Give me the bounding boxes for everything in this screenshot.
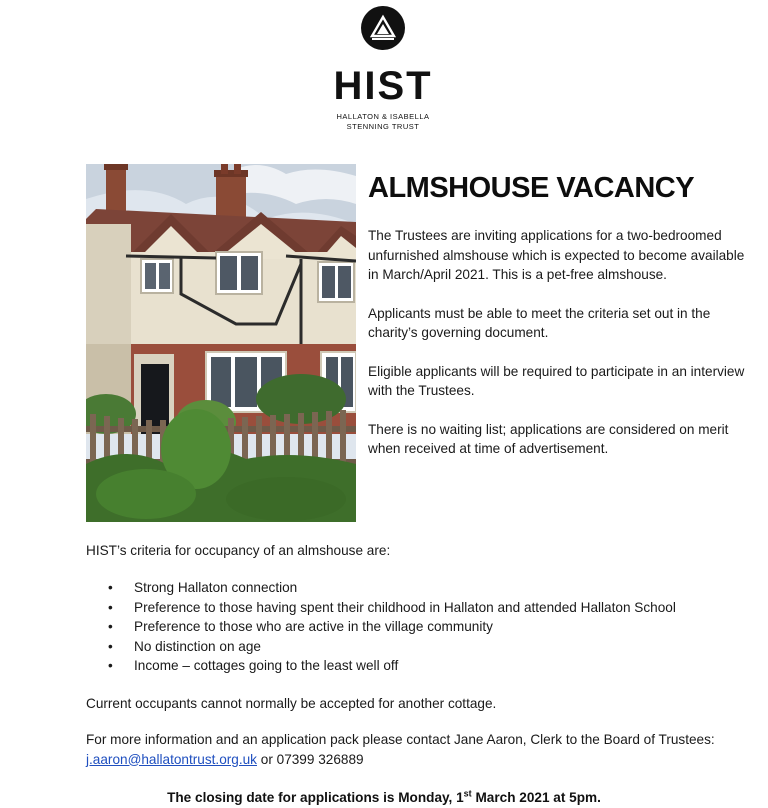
bullet-icon: • xyxy=(108,638,113,654)
closing-text: The closing date for applications is Monday, 1 xyxy=(167,790,464,805)
bullet-icon: • xyxy=(108,619,113,634)
criteria-item-text: No distinction on age xyxy=(134,638,261,654)
closing-text-end: March 2021 at 5pm. xyxy=(475,790,601,805)
criteria-item-text: Strong Hallaton connection xyxy=(134,580,298,595)
list-item xyxy=(86,578,746,598)
contact-text: For more information and an application pack please contact Jane Aaron, Clerk to the Board of Trustees: xyxy=(86,732,715,747)
logo-wordmark: HIST xyxy=(333,64,433,108)
paragraph-criteria: Applicants must be able to meet the criteria set out in the charity’s governing document. xyxy=(368,305,711,340)
list-item xyxy=(86,637,746,657)
bullet-icon: • xyxy=(108,658,113,673)
paragraph-waiting-list: There is no waiting list; applications are considered on merit when received at time of advertisement. xyxy=(368,421,729,456)
list-item xyxy=(86,656,746,676)
hist-emblem-icon xyxy=(361,6,405,50)
bullet-icon: • xyxy=(108,580,113,595)
occupants-note: Current occupants cannot normally be accepted for another cottage. xyxy=(86,696,497,711)
page-title: ALMSHOUSE VACANCY xyxy=(368,172,695,204)
criteria-item-text: Preference to those who are active in the village community xyxy=(134,619,493,634)
almshouse-photo xyxy=(86,164,356,522)
paragraph-intro: The Trustees are inviting applications for a two-bedroomed unfurnished almshouse which is expected to become available in March/April 2021. This is a pet-free almshouse. xyxy=(368,228,745,282)
list-item xyxy=(86,617,746,637)
vacancy-details xyxy=(368,168,748,478)
criteria-item-text: Preference to those having spent their childhood in Hallaton and attended Hallaton School xyxy=(134,599,676,615)
logo-subtitle-line1: HALLATON & ISABELLA xyxy=(336,112,430,121)
contact-info xyxy=(86,730,736,769)
criteria-item-text: Income – cottages going to the least well off xyxy=(134,658,399,673)
logo-subtitle-line2: STENNING TRUST xyxy=(346,122,420,131)
closing-date xyxy=(0,788,768,807)
list-item xyxy=(86,598,746,618)
criteria-intro: HIST’s criteria for occupancy of an almshouse are: xyxy=(86,543,391,558)
criteria-list xyxy=(86,578,746,676)
hist-logo xyxy=(318,6,448,132)
closing-ordinal: st xyxy=(463,788,472,799)
bullet-icon: • xyxy=(108,599,113,615)
paragraph-interview: Eligible applicants will be required to participate in an interview with the Trustees. xyxy=(368,363,745,398)
contact-phone: or 07399 326889 xyxy=(260,751,364,767)
contact-email-link[interactable]: j.aaron@hallatontrust.org.uk xyxy=(86,751,257,767)
